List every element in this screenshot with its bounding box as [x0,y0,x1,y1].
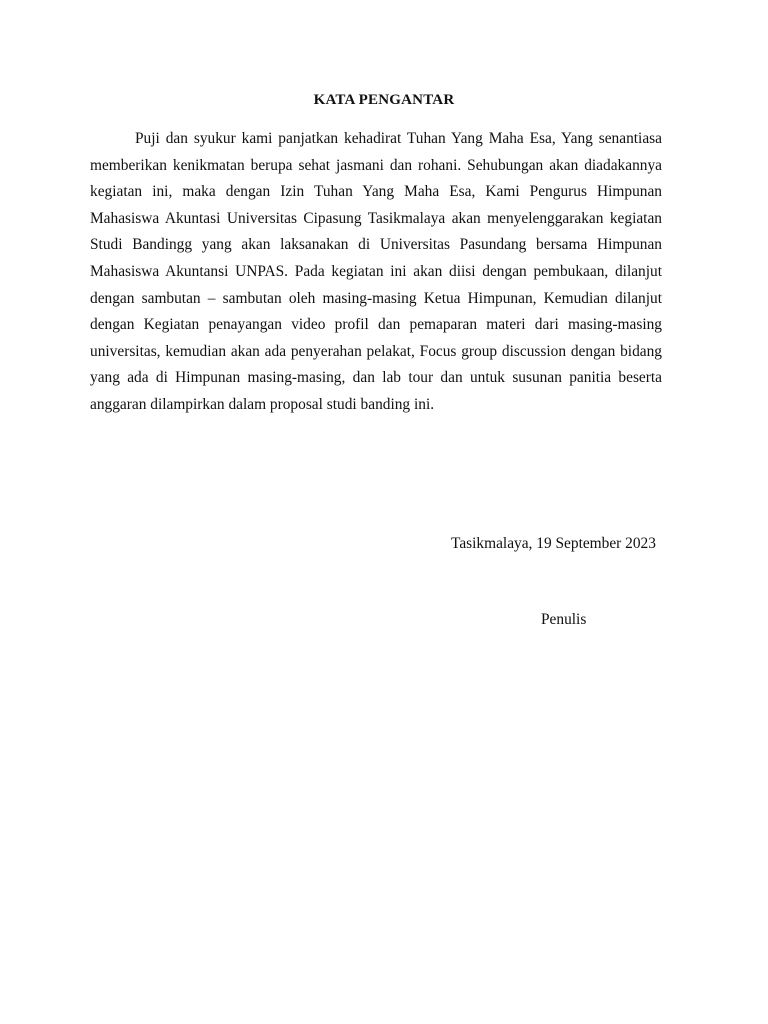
document-title: KATA PENGANTAR [313,92,455,108]
author-signature: Penulis [541,611,587,628]
place-date: Tasikmalaya, 19 September 2023 [451,535,656,552]
body-paragraph: Puji dan syukur kami panjatkan kehadirat Tuhan Yang Maha Esa, Yang senantiasa memberikan kenikmatan berupa sehat jasmani dan rohani. Sehubungan akan diadakannya kegiatan ini, maka dengan Izin Tuhan Yang Maha Esa, Kami Pengurus Himpunan Mahasiswa Akuntasi Universitas Cipasung Tasikmalaya akan menyelenggarakan kegiatan Studi Bandingg yang akan laksanakan di Universitas Pasundang bersama Himpunan Mahasiswa Akuntansi UNPAS. Pada kegiatan ini akan diisi dengan pembukaan, dilanjut dengan sambutan – sambutan oleh masing-masing Ketua Himpunan, Kemudian dilanjut dengan Kegiatan penayangan video profil dan pemaparan materi dari masing-masing universitas, kemudian akan ada penyerahan pelakat, Focus group discussion dengan bidang yang ada di Himpunan masing-masing, dan lab tour dan untuk susunan panitia beserta anggaran dilampirkan dalam proposal studi banding ini. [90,130,662,413]
